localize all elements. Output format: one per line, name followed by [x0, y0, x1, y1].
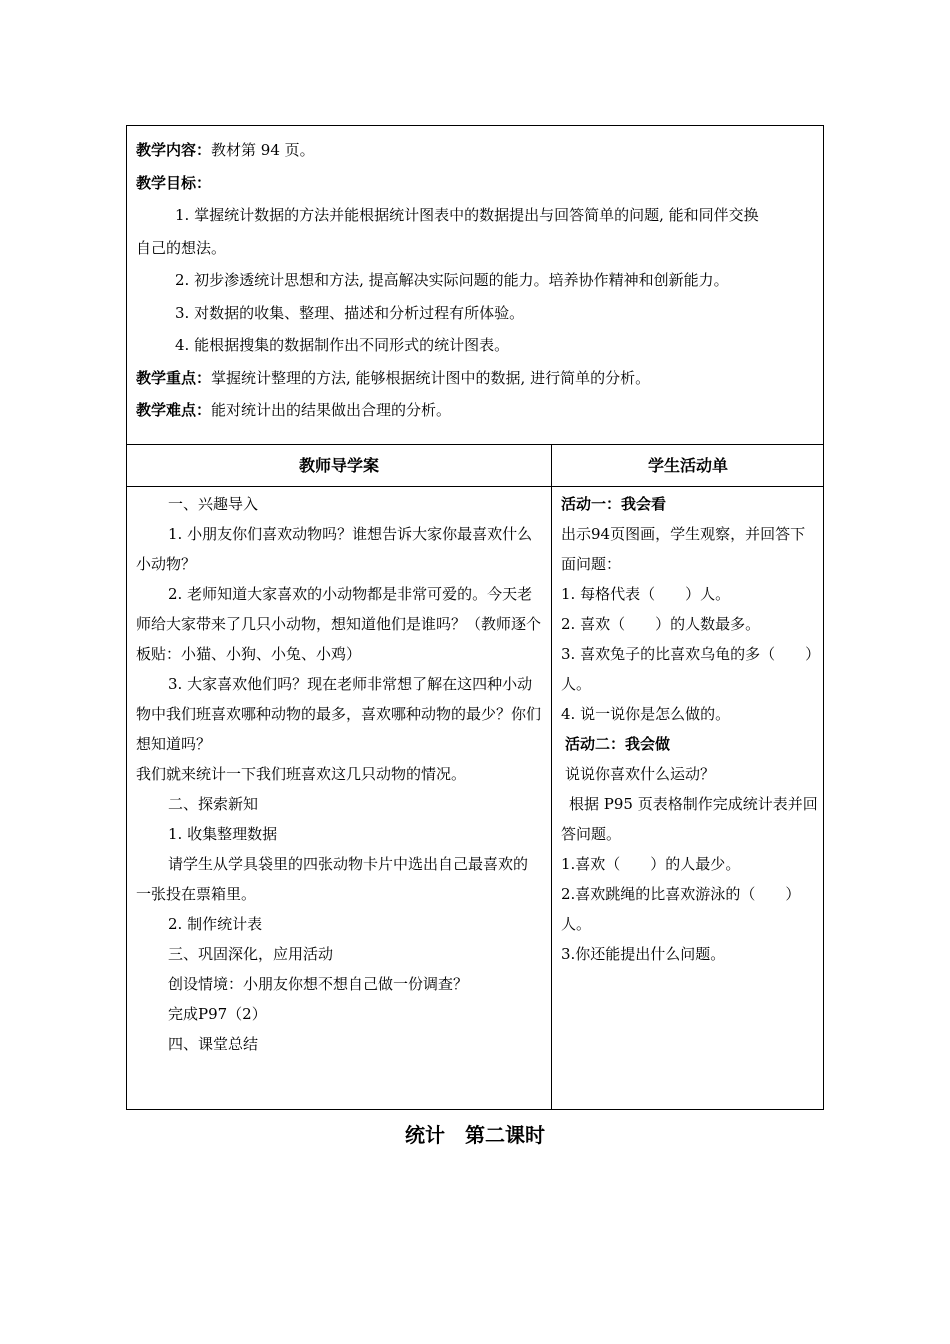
- goals-line: [136, 167, 813, 200]
- teacher-line: 创设情境：小朋友你想不想自己做一份调查？: [168, 975, 469, 993]
- teacher-line: 我们就来统计一下我们班喜欢这几只动物的情况。: [136, 765, 467, 783]
- teacher-line: 一、兴趣导入: [168, 495, 259, 513]
- lesson-title: 统计 第二课时: [405, 1123, 545, 1147]
- column-divider: [551, 445, 552, 1109]
- activity2-task: 根据 P95 页表格制作完成统计表并回答问题。: [561, 795, 818, 843]
- teacher-line: 三、巩固深化，应用活动: [168, 945, 334, 963]
- teacher-line: 2. 制作统计表: [168, 915, 263, 933]
- activity2-question: 3.你还能提出什么问题。: [561, 945, 726, 963]
- student-column: [561, 489, 819, 969]
- teacher-line: 2. 老师知道大家喜欢的小动物都是非常可爱的。今天老师给大家带来了几只小动物，想知道他们是谁吗？（教师逐个板贴：小猫、小狗、小兔、小鸡）: [136, 585, 542, 663]
- goal-1a: 1. 掌握统计数据的方法并能根据统计图表中的数据提出与回答简单的问题, 能和同伴交换: [175, 206, 759, 224]
- teacher-line: 完成P97（2）: [168, 1005, 267, 1023]
- difficulty-label: 教学难点：: [136, 401, 212, 419]
- teacher-line: 四、课堂总结: [168, 1035, 259, 1053]
- activity1-question: 1. 每格代表（ ）人。: [561, 585, 731, 603]
- teacher-line: 1. 小朋友你们喜欢动物吗？谁想告诉大家你最喜欢什么小动物？: [136, 525, 533, 573]
- goal-1b: 自己的想法。: [136, 238, 227, 257]
- key-text: 掌握统计整理的方法, 能够根据统计图中的数据, 进行简单的分析。: [211, 368, 651, 387]
- lesson-table: [126, 444, 824, 1110]
- key-line: [136, 362, 813, 395]
- teacher-column: [136, 489, 542, 1059]
- teacher-line: 1. 收集整理数据: [168, 825, 278, 843]
- activity2-question: 2.喜欢跳绳的比喜欢游泳的（ ）人。: [561, 885, 801, 933]
- activity2-intro: 说说你喜欢什么运动？: [565, 765, 716, 783]
- goals-label: 教学目标：: [136, 173, 212, 192]
- teacher-line: 3. 大家喜欢他们吗？现在老师非常想了解在这四种小动物中我们班喜欢哪种动物的最多，喜欢哪种动物的最少？你们想知道吗？: [136, 675, 542, 753]
- activity2-title: 活动二：我会做: [565, 735, 671, 753]
- teacher-line: 请学生从学具袋里的四张动物卡片中选出自己最喜欢的一张投在票箱里。: [136, 855, 529, 903]
- goal-2: 2. 初步渗透统计思想和方法, 提高解决实际问题的能力。培养协作精神和创新能力。: [175, 271, 729, 289]
- activity2-question: 1.喜欢（ ）的人最少。: [561, 855, 741, 873]
- objectives-box: [126, 125, 824, 445]
- teacher-column-header: 教师导学案: [298, 456, 379, 475]
- goal-4: 4. 能根据搜集的数据制作出不同形式的统计图表。: [175, 336, 510, 354]
- activity1-question: 3. 喜欢兔子的比喜欢乌龟的多（ ）人。: [561, 645, 813, 693]
- key-label: 教学重点：: [136, 368, 212, 387]
- activity1-title: 活动一：我会看: [561, 495, 667, 513]
- teacher-line: 二、探索新知: [168, 795, 259, 813]
- content-line: [136, 134, 813, 167]
- difficulty-line: [136, 394, 813, 427]
- activity1-intro: 出示94页图画，学生观察，并回答下面问题：: [561, 525, 806, 573]
- goal-3: 3. 对数据的收集、整理、描述和分析过程有所体验。: [175, 303, 525, 322]
- difficulty-text: 能对统计出的结果做出合理的分析。: [211, 401, 452, 419]
- content-text: 教材第 94 页。: [211, 141, 315, 159]
- student-column-header: 学生活动单: [647, 456, 728, 475]
- content-label: 教学内容：: [136, 141, 212, 159]
- header-divider: [127, 486, 823, 487]
- activity1-question: 2. 喜欢（ ）的人数最多。: [561, 615, 761, 633]
- activity1-question: 4. 说一说你是怎么做的。: [561, 705, 731, 723]
